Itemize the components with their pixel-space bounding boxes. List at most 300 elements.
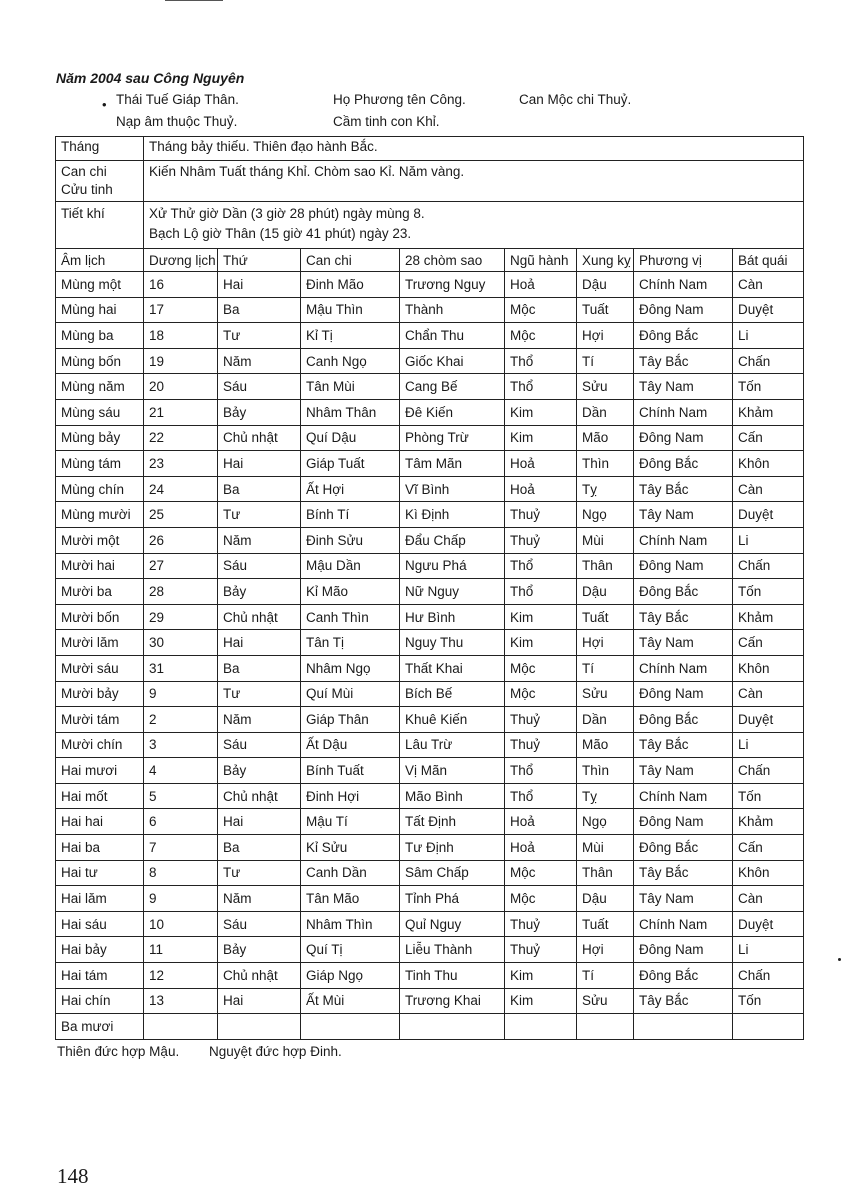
table-row bbox=[56, 604, 804, 630]
info-can-chi: Can Mộc chi Thuỷ. bbox=[519, 92, 632, 107]
info-nap-am: Nạp âm thuộc Thuỷ. bbox=[116, 114, 238, 129]
table-cell: Tư bbox=[218, 323, 301, 349]
table-cell: Nhâm Ngọ bbox=[301, 655, 400, 681]
table-cell: Chính Nam bbox=[634, 272, 733, 298]
table-cell: Tây Nam bbox=[634, 886, 733, 912]
table-cell: Tân Tị bbox=[301, 630, 400, 656]
table-cell: Mão Bình bbox=[400, 783, 505, 809]
table-cell: Đông Nam bbox=[634, 937, 733, 963]
table-cell: Thổ bbox=[505, 758, 577, 784]
table-cell: Thổ bbox=[505, 374, 577, 400]
table-cell: Sáu bbox=[218, 911, 301, 937]
table-cell: Đẩu Chấp bbox=[400, 527, 505, 553]
month-row bbox=[56, 137, 804, 161]
table-cell: 4 bbox=[144, 758, 218, 784]
table-cell: Bích Bế bbox=[400, 681, 505, 707]
table-cell: Đông Bắc bbox=[634, 451, 733, 477]
table-cell: Tân Mão bbox=[301, 886, 400, 912]
table-cell: Ba bbox=[218, 476, 301, 502]
table-cell: Hai mốt bbox=[56, 783, 144, 809]
table-cell: Tốn bbox=[733, 988, 804, 1014]
table-cell: Mộc bbox=[505, 860, 577, 886]
table-cell: Dần bbox=[577, 399, 634, 425]
table-cell: Khôn bbox=[733, 451, 804, 477]
table-cell: Hai mươi bbox=[56, 758, 144, 784]
table-cell: Đông Nam bbox=[634, 809, 733, 835]
table-cell: Quí Mùi bbox=[301, 681, 400, 707]
table-cell: Chính Nam bbox=[634, 655, 733, 681]
table-row bbox=[56, 783, 804, 809]
table-cell: Thổ bbox=[505, 348, 577, 374]
table-cell: Khôn bbox=[733, 655, 804, 681]
table-cell: Li bbox=[733, 937, 804, 963]
table-cell: Vị Mãn bbox=[400, 758, 505, 784]
table-cell: Li bbox=[733, 323, 804, 349]
table-cell: Càn bbox=[733, 886, 804, 912]
table-row bbox=[56, 860, 804, 886]
table-cell: Năm bbox=[218, 527, 301, 553]
table-cell: Mộc bbox=[505, 886, 577, 912]
table-cell: Thuỷ bbox=[505, 937, 577, 963]
table-cell: 3 bbox=[144, 732, 218, 758]
table-cell: Sửu bbox=[577, 681, 634, 707]
table-cell: Sáu bbox=[218, 374, 301, 400]
column-header: Bát quái bbox=[733, 249, 804, 272]
bullet-mark: • bbox=[102, 97, 107, 112]
table-cell: Tâm Mãn bbox=[400, 451, 505, 477]
table-cell: 23 bbox=[144, 451, 218, 477]
table-cell: Thổ bbox=[505, 783, 577, 809]
table-cell: Chẩn Thu bbox=[400, 323, 505, 349]
table-cell: Liễu Thành bbox=[400, 937, 505, 963]
canchi-value: Kiến Nhâm Tuất tháng Khỉ. Chòm sao Kỉ. Năm vàng. bbox=[144, 161, 804, 202]
table-cell: Ba bbox=[218, 655, 301, 681]
table-cell bbox=[634, 1014, 733, 1040]
table-cell: Khảm bbox=[733, 604, 804, 630]
table-cell: Hai bbox=[218, 451, 301, 477]
table-cell: 22 bbox=[144, 425, 218, 451]
table-cell: Tuất bbox=[577, 297, 634, 323]
table-cell: Canh Thìn bbox=[301, 604, 400, 630]
table-row bbox=[56, 681, 804, 707]
table-row bbox=[56, 937, 804, 963]
table-cell bbox=[505, 1014, 577, 1040]
table-cell: Chủ nhật bbox=[218, 963, 301, 989]
table-cell: Trương Khai bbox=[400, 988, 505, 1014]
table-cell: Đê Kiến bbox=[400, 399, 505, 425]
table-cell: Hai sáu bbox=[56, 911, 144, 937]
table-cell: Duyệt bbox=[733, 911, 804, 937]
footer-thien-duc: Thiên đức hợp Mậu. bbox=[57, 1044, 180, 1059]
table-cell: Chính Nam bbox=[634, 527, 733, 553]
month-value: Tháng bảy thiếu. Thiên đạo hành Bắc. bbox=[144, 137, 804, 161]
table-row bbox=[56, 297, 804, 323]
table-cell: Hư Bình bbox=[400, 604, 505, 630]
table-row bbox=[56, 655, 804, 681]
table-cell: 17 bbox=[144, 297, 218, 323]
table-cell: Hai bbox=[218, 630, 301, 656]
table-cell: Đông Bắc bbox=[634, 323, 733, 349]
table-cell: Thuỷ bbox=[505, 732, 577, 758]
table-cell: Tây Bắc bbox=[634, 732, 733, 758]
column-header: 28 chòm sao bbox=[400, 249, 505, 272]
table-row bbox=[56, 963, 804, 989]
table-row bbox=[56, 348, 804, 374]
table-cell: Giáp Ngọ bbox=[301, 963, 400, 989]
table-cell: Bính Tí bbox=[301, 502, 400, 528]
table-cell: Thuỷ bbox=[505, 502, 577, 528]
table-cell: Tư bbox=[218, 681, 301, 707]
table-cell: Nữ Nguy bbox=[400, 579, 505, 605]
table-cell: Li bbox=[733, 732, 804, 758]
table-row bbox=[56, 451, 804, 477]
table-row bbox=[56, 502, 804, 528]
table-cell bbox=[577, 1014, 634, 1040]
table-cell: 7 bbox=[144, 835, 218, 861]
table-cell: 13 bbox=[144, 988, 218, 1014]
table-cell: 16 bbox=[144, 272, 218, 298]
table-cell: Đinh Mão bbox=[301, 272, 400, 298]
table-cell: Mười lăm bbox=[56, 630, 144, 656]
table-cell: Tốn bbox=[733, 783, 804, 809]
table-row bbox=[56, 476, 804, 502]
table-cell: Chấn bbox=[733, 553, 804, 579]
table-cell: 20 bbox=[144, 374, 218, 400]
table-cell: Chính Nam bbox=[634, 911, 733, 937]
table-cell: 19 bbox=[144, 348, 218, 374]
table-cell: Tây Nam bbox=[634, 374, 733, 400]
info-ho-ten: Họ Phương tên Công. bbox=[333, 92, 466, 107]
table-cell: 9 bbox=[144, 681, 218, 707]
table-cell: Tây Bắc bbox=[634, 604, 733, 630]
table-cell: Kim bbox=[505, 399, 577, 425]
table-cell: Thìn bbox=[577, 758, 634, 784]
table-cell: Sửu bbox=[577, 988, 634, 1014]
table-cell: Chấn bbox=[733, 963, 804, 989]
table-cell: Mùng bảy bbox=[56, 425, 144, 451]
table-cell: 5 bbox=[144, 783, 218, 809]
table-cell: Canh Dần bbox=[301, 860, 400, 886]
table-row bbox=[56, 911, 804, 937]
column-header: Xung kỵ bbox=[577, 249, 634, 272]
table-cell: Đông Nam bbox=[634, 553, 733, 579]
table-cell: Quí Tị bbox=[301, 937, 400, 963]
table-cell: Ngọ bbox=[577, 502, 634, 528]
table-cell: Tất Định bbox=[400, 809, 505, 835]
table-row bbox=[56, 425, 804, 451]
table-cell: Mộc bbox=[505, 323, 577, 349]
table-cell: Mùi bbox=[577, 835, 634, 861]
table-cell: Đông Nam bbox=[634, 297, 733, 323]
table-cell: Chính Nam bbox=[634, 399, 733, 425]
table-cell: Hai tư bbox=[56, 860, 144, 886]
table-cell: Tinh Thu bbox=[400, 963, 505, 989]
calendar-table bbox=[55, 136, 804, 1040]
table-cell: Khảm bbox=[733, 809, 804, 835]
table-cell: Tân Mùi bbox=[301, 374, 400, 400]
table-cell: Thân bbox=[577, 860, 634, 886]
page-number: 148 bbox=[57, 1164, 89, 1188]
table-cell: Khảm bbox=[733, 399, 804, 425]
table-cell: Càn bbox=[733, 681, 804, 707]
table-cell: Tây Bắc bbox=[634, 348, 733, 374]
table-cell: 12 bbox=[144, 963, 218, 989]
table-cell: Chính Nam bbox=[634, 783, 733, 809]
table-cell: Quí Dậu bbox=[301, 425, 400, 451]
table-cell: Kỉ Mão bbox=[301, 579, 400, 605]
tietkhi-label: Tiết khí bbox=[56, 202, 144, 249]
table-cell: Tây Bắc bbox=[634, 476, 733, 502]
table-cell: Cang Bế bbox=[400, 374, 505, 400]
table-cell: Dậu bbox=[577, 886, 634, 912]
table-row bbox=[56, 1014, 804, 1040]
info-thai-tue: Thái Tuế Giáp Thân. bbox=[116, 92, 239, 107]
table-cell bbox=[733, 1014, 804, 1040]
table-cell: 21 bbox=[144, 399, 218, 425]
table-cell: Mùng một bbox=[56, 272, 144, 298]
table-cell: Thân bbox=[577, 553, 634, 579]
table-cell: Mùng ba bbox=[56, 323, 144, 349]
page-heading: Năm 2004 sau Công Nguyên bbox=[56, 70, 245, 86]
table-cell: Mộc bbox=[505, 297, 577, 323]
table-row bbox=[56, 527, 804, 553]
table-cell: Tư bbox=[218, 860, 301, 886]
table-cell: Hai lăm bbox=[56, 886, 144, 912]
canchi-row bbox=[56, 161, 804, 202]
table-cell: Dậu bbox=[577, 272, 634, 298]
canchi-label bbox=[56, 161, 144, 202]
table-cell: Quỉ Nguy bbox=[400, 911, 505, 937]
table-cell: Tí bbox=[577, 655, 634, 681]
table-cell: Tuất bbox=[577, 911, 634, 937]
table-cell: Mùng chín bbox=[56, 476, 144, 502]
table-cell: Dậu bbox=[577, 579, 634, 605]
table-cell: 30 bbox=[144, 630, 218, 656]
table-cell: Mười tám bbox=[56, 707, 144, 733]
table-cell: Chủ nhật bbox=[218, 783, 301, 809]
table-cell: 2 bbox=[144, 707, 218, 733]
table-cell: Đông Nam bbox=[634, 681, 733, 707]
month-label: Tháng bbox=[56, 137, 144, 161]
table-row bbox=[56, 809, 804, 835]
table-cell: Sáu bbox=[218, 732, 301, 758]
column-header-row bbox=[56, 249, 804, 272]
table-cell: 29 bbox=[144, 604, 218, 630]
table-cell: Mùng sáu bbox=[56, 399, 144, 425]
table-cell: Hoả bbox=[505, 272, 577, 298]
table-cell: Mùng năm bbox=[56, 374, 144, 400]
table-cell: Ất Mùi bbox=[301, 988, 400, 1014]
table-cell: Cấn bbox=[733, 425, 804, 451]
table-cell: Tỉnh Phá bbox=[400, 886, 505, 912]
table-cell: Thành bbox=[400, 297, 505, 323]
table-cell: Giáp Thân bbox=[301, 707, 400, 733]
table-cell: Cấn bbox=[733, 630, 804, 656]
table-cell: Năm bbox=[218, 886, 301, 912]
table-cell: Tư Định bbox=[400, 835, 505, 861]
table-cell: Ngọ bbox=[577, 809, 634, 835]
canchi-label-line2: Cửu tinh bbox=[61, 182, 113, 197]
table-cell: Khôn bbox=[733, 860, 804, 886]
table-row bbox=[56, 886, 804, 912]
table-cell: Mùng hai bbox=[56, 297, 144, 323]
table-cell: Đông Bắc bbox=[634, 707, 733, 733]
table-cell: Tây Nam bbox=[634, 502, 733, 528]
table-cell: Năm bbox=[218, 707, 301, 733]
table-cell: Hoả bbox=[505, 476, 577, 502]
table-cell: Tỵ bbox=[577, 783, 634, 809]
tietkhi-line2: Bạch Lộ giờ Thân (15 giờ 41 phút) ngày 23. bbox=[149, 226, 412, 241]
table-cell: Kim bbox=[505, 604, 577, 630]
table-cell bbox=[144, 1014, 218, 1040]
tietkhi-row bbox=[56, 202, 804, 249]
table-cell: Kim bbox=[505, 963, 577, 989]
table-cell: 31 bbox=[144, 655, 218, 681]
table-cell: Trương Nguy bbox=[400, 272, 505, 298]
table-cell: Hai bbox=[218, 272, 301, 298]
table-cell: Thìn bbox=[577, 451, 634, 477]
table-cell: Thất Khai bbox=[400, 655, 505, 681]
table-cell: Sửu bbox=[577, 374, 634, 400]
table-cell: 11 bbox=[144, 937, 218, 963]
table-cell bbox=[400, 1014, 505, 1040]
table-cell: Đinh Hợi bbox=[301, 783, 400, 809]
table-cell: Kim bbox=[505, 988, 577, 1014]
table-cell: Hai bbox=[218, 988, 301, 1014]
table-row bbox=[56, 988, 804, 1014]
table-cell: Thuỷ bbox=[505, 911, 577, 937]
table-cell: Tây Nam bbox=[634, 758, 733, 784]
table-cell: Mùi bbox=[577, 527, 634, 553]
table-cell: Bảy bbox=[218, 758, 301, 784]
canchi-label-line1: Can chi bbox=[61, 164, 107, 179]
table-cell: Tư bbox=[218, 502, 301, 528]
table-cell: Tốn bbox=[733, 579, 804, 605]
table-cell: Hợi bbox=[577, 630, 634, 656]
table-cell: Bính Tuất bbox=[301, 758, 400, 784]
table-cell: Mậu Dần bbox=[301, 553, 400, 579]
table-row bbox=[56, 835, 804, 861]
table-cell: Tây Bắc bbox=[634, 988, 733, 1014]
table-cell: Giáp Tuất bbox=[301, 451, 400, 477]
table-cell: Mão bbox=[577, 425, 634, 451]
table-cell: Tí bbox=[577, 963, 634, 989]
table-cell: Hợi bbox=[577, 937, 634, 963]
column-header: Ngũ hành bbox=[505, 249, 577, 272]
footer-nguyet-duc: Nguyệt đức hợp Đinh. bbox=[209, 1044, 342, 1059]
table-cell: Mười bốn bbox=[56, 604, 144, 630]
table-cell: 8 bbox=[144, 860, 218, 886]
table-cell: Hoả bbox=[505, 809, 577, 835]
table-cell: 9 bbox=[144, 886, 218, 912]
column-header: Can chi bbox=[301, 249, 400, 272]
column-header: Âm lịch bbox=[56, 249, 144, 272]
table-cell: Nhâm Thìn bbox=[301, 911, 400, 937]
table-cell: Hai bbox=[218, 809, 301, 835]
table-cell: Li bbox=[733, 527, 804, 553]
table-row bbox=[56, 272, 804, 298]
table-cell: Hai chín bbox=[56, 988, 144, 1014]
table-cell: Mão bbox=[577, 732, 634, 758]
table-cell: Canh Ngọ bbox=[301, 348, 400, 374]
table-cell: Duyệt bbox=[733, 297, 804, 323]
table-row bbox=[56, 323, 804, 349]
table-row bbox=[56, 374, 804, 400]
table-cell: 24 bbox=[144, 476, 218, 502]
table-cell: Tuất bbox=[577, 604, 634, 630]
table-cell: Chấn bbox=[733, 348, 804, 374]
table-cell: Càn bbox=[733, 476, 804, 502]
table-cell: Mộc bbox=[505, 681, 577, 707]
table-cell: Mậu Tí bbox=[301, 809, 400, 835]
table-cell: Mười hai bbox=[56, 553, 144, 579]
table-cell: 25 bbox=[144, 502, 218, 528]
table-cell: Kỉ Sửu bbox=[301, 835, 400, 861]
table-row bbox=[56, 732, 804, 758]
table-cell: Mộc bbox=[505, 655, 577, 681]
table-cell: Tây Bắc bbox=[634, 860, 733, 886]
table-cell: Ngưu Phá bbox=[400, 553, 505, 579]
table-row bbox=[56, 579, 804, 605]
table-cell: Sâm Chấp bbox=[400, 860, 505, 886]
table-cell: 26 bbox=[144, 527, 218, 553]
table-cell: Càn bbox=[733, 272, 804, 298]
table-cell: Đông Nam bbox=[634, 425, 733, 451]
table-cell: Hai ba bbox=[56, 835, 144, 861]
table-cell: Vĩ Bình bbox=[400, 476, 505, 502]
table-cell bbox=[301, 1014, 400, 1040]
tietkhi-value bbox=[144, 202, 804, 249]
table-row bbox=[56, 707, 804, 733]
table-cell: Tốn bbox=[733, 374, 804, 400]
table-cell: Mùng tám bbox=[56, 451, 144, 477]
table-cell: Tí bbox=[577, 348, 634, 374]
table-cell: Mùng mười bbox=[56, 502, 144, 528]
table-cell: Kỉ Tị bbox=[301, 323, 400, 349]
table-cell: Giốc Khai bbox=[400, 348, 505, 374]
table-cell: Thổ bbox=[505, 579, 577, 605]
table-cell: Thổ bbox=[505, 553, 577, 579]
table-cell: Năm bbox=[218, 348, 301, 374]
table-cell: Ba bbox=[218, 297, 301, 323]
column-header: Dương lịch bbox=[144, 249, 218, 272]
table-cell: Bảy bbox=[218, 579, 301, 605]
table-cell: Ất Hợi bbox=[301, 476, 400, 502]
table-cell: Cấn bbox=[733, 835, 804, 861]
table-row bbox=[56, 399, 804, 425]
table-cell: Duyệt bbox=[733, 502, 804, 528]
table-cell: Hoả bbox=[505, 451, 577, 477]
table-cell: Đông Bắc bbox=[634, 835, 733, 861]
table-cell: Chủ nhật bbox=[218, 425, 301, 451]
table-cell: Mười bảy bbox=[56, 681, 144, 707]
table-cell: Mậu Thìn bbox=[301, 297, 400, 323]
table-cell: Đinh Sửu bbox=[301, 527, 400, 553]
table-cell: Mười ba bbox=[56, 579, 144, 605]
table-cell: Kì Định bbox=[400, 502, 505, 528]
table-cell: Hợi bbox=[577, 323, 634, 349]
table-cell: Nguy Thu bbox=[400, 630, 505, 656]
table-cell: Hai hai bbox=[56, 809, 144, 835]
table-cell: Mười chín bbox=[56, 732, 144, 758]
table-cell: Nhâm Thân bbox=[301, 399, 400, 425]
table-row bbox=[56, 758, 804, 784]
table-cell: Đông Bắc bbox=[634, 963, 733, 989]
table-cell: Ba mươi bbox=[56, 1014, 144, 1040]
table-cell: Phòng Trừ bbox=[400, 425, 505, 451]
table-cell: Lâu Trừ bbox=[400, 732, 505, 758]
column-header: Phương vị bbox=[634, 249, 733, 272]
